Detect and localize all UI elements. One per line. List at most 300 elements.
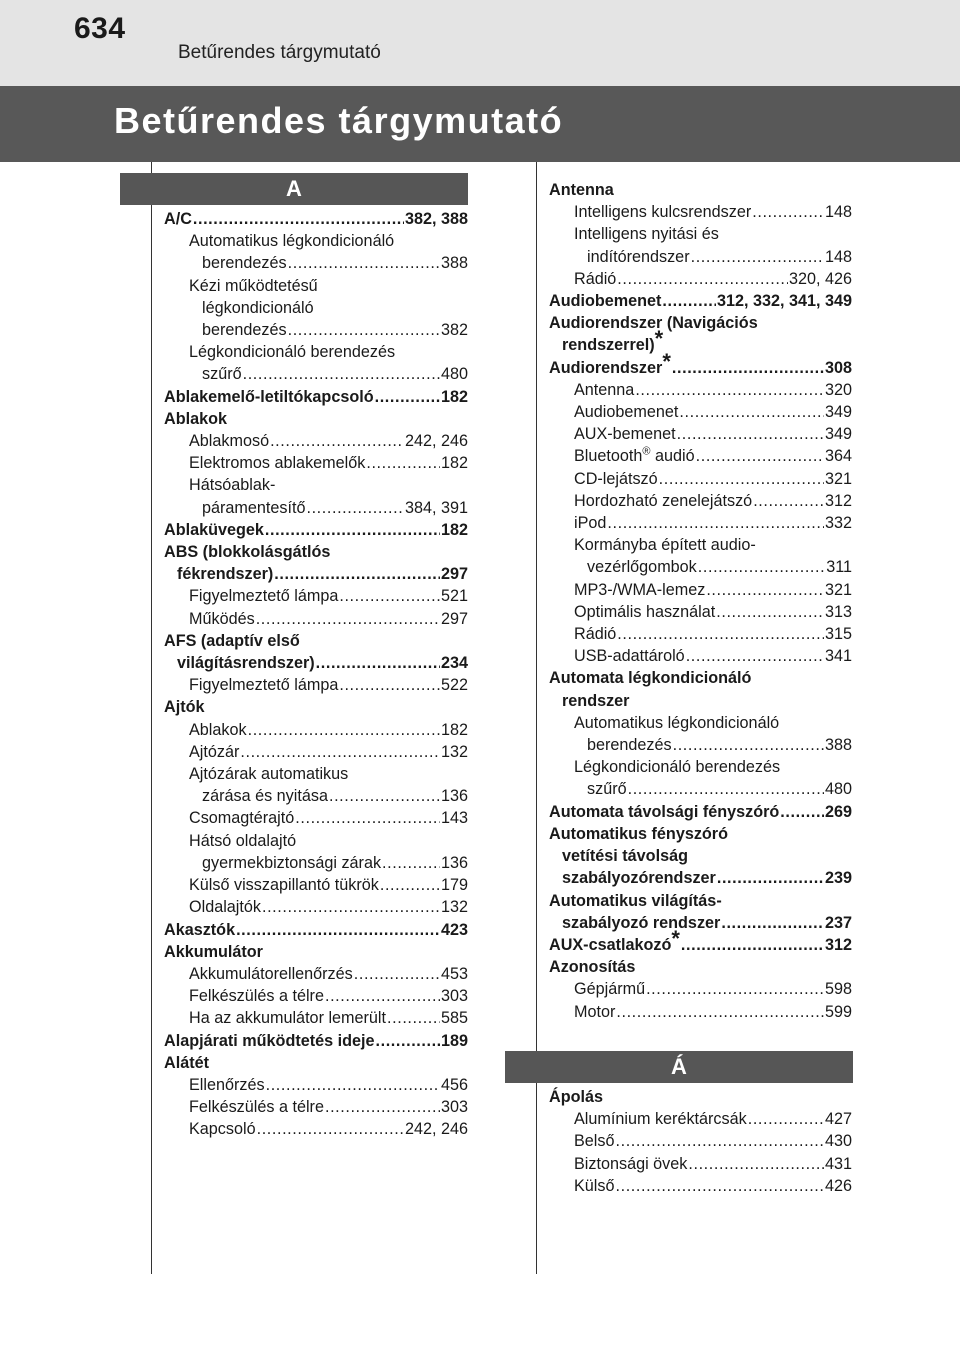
page-reference: 269	[824, 802, 852, 821]
index-entry	[164, 785, 468, 807]
page-reference: 388	[440, 254, 468, 273]
index-entry-term: AFS (adaptív első	[164, 631, 300, 650]
page-reference: 303	[440, 987, 468, 1006]
index-entry	[549, 423, 852, 445]
index-entry-term: Belső	[574, 1132, 615, 1151]
dot-leader	[316, 652, 440, 674]
section-header-a-acute: Á	[505, 1051, 853, 1083]
index-entry	[164, 363, 468, 385]
index-entry	[549, 223, 852, 245]
index-entry-term: Intelligens nyitási és	[574, 225, 719, 244]
index-entry	[549, 1175, 852, 1197]
dot-leader	[366, 452, 440, 474]
dot-leader	[265, 519, 440, 541]
dot-leader	[706, 579, 824, 601]
index-entry-term: szabályozó rendszer	[562, 913, 721, 932]
index-entry-term: Ablakok	[164, 409, 227, 428]
dot-leader	[243, 363, 440, 385]
left-column-rule	[151, 162, 152, 1274]
index-entry-term: páramentesítő	[202, 498, 306, 517]
index-entry-term: Alátét	[164, 1053, 209, 1072]
index-entry	[549, 956, 852, 978]
index-entry	[549, 326, 852, 356]
index-entry	[164, 963, 468, 985]
index-entry	[164, 408, 468, 430]
dot-leader	[256, 608, 440, 630]
dot-leader	[236, 919, 440, 941]
page-reference: 312	[824, 935, 852, 954]
index-entry	[549, 579, 852, 601]
index-entry	[549, 756, 852, 778]
dot-leader	[382, 852, 440, 874]
index-entry-term: Rádió	[574, 269, 617, 288]
dot-leader	[387, 1007, 440, 1029]
index-entry-term: Ajtók	[164, 698, 205, 717]
dot-leader	[696, 445, 824, 467]
page-title: Betűrendes tárgymutató	[114, 100, 564, 141]
index-entry	[549, 690, 852, 712]
index-column-right-a-acute	[549, 1086, 852, 1197]
page-reference: 297	[440, 609, 468, 628]
dot-leader	[681, 934, 824, 956]
dot-leader	[688, 1153, 824, 1175]
index-entry	[549, 379, 852, 401]
index-entry	[549, 925, 852, 956]
index-entry	[164, 474, 468, 496]
index-entry	[549, 712, 852, 734]
index-entry-term: Működés	[189, 609, 255, 628]
index-entry	[549, 623, 852, 645]
page-reference: 313	[824, 602, 852, 621]
index-entry	[164, 1052, 468, 1074]
index-entry	[164, 1074, 468, 1096]
index-entry	[164, 985, 468, 1007]
index-entry	[549, 801, 852, 823]
index-entry-term: A/C	[164, 210, 192, 228]
page-reference: 237	[824, 913, 852, 932]
dot-leader	[646, 978, 824, 1000]
index-entry-term: rendszerrel)*	[562, 326, 664, 355]
dot-leader	[617, 268, 788, 290]
dot-leader	[753, 490, 824, 512]
index-entry-term: szabályozórendszer	[562, 869, 716, 888]
page-reference: 182	[440, 520, 468, 539]
dot-leader	[686, 645, 824, 667]
index-entry-term: berendezés	[587, 736, 672, 755]
index-entry	[164, 608, 468, 630]
index-entry	[549, 201, 852, 223]
index-entry	[164, 1096, 468, 1118]
page-reference: 341	[824, 647, 852, 666]
dot-leader	[607, 512, 824, 534]
page-reference: 431	[824, 1154, 852, 1173]
index-entry	[164, 1030, 468, 1052]
page-reference: 242, 246	[404, 1120, 468, 1139]
index-entry	[549, 978, 852, 1000]
index-entry-term: USB-adattároló	[574, 647, 685, 666]
index-entry-term: Audiobemenet	[549, 292, 662, 311]
index-entry-term: ABS (blokkolásgátlós	[164, 543, 331, 562]
dot-leader	[262, 896, 440, 918]
page-number: 634	[74, 12, 126, 45]
index-entry	[549, 1001, 852, 1023]
dot-leader	[673, 734, 824, 756]
dot-leader	[721, 912, 824, 934]
dot-leader	[295, 807, 440, 829]
index-entry-term: Ellenőrzés	[189, 1075, 265, 1094]
footnote-asterisk: *	[662, 348, 671, 374]
index-entry	[164, 830, 468, 852]
page-reference: 423	[440, 920, 468, 939]
footnote-asterisk: *	[654, 326, 664, 352]
index-entry-term: Oldalajtók	[189, 898, 261, 917]
dot-leader	[339, 674, 440, 696]
index-entry	[549, 290, 852, 312]
index-entry-term: Légkondicionáló berendezés	[574, 758, 781, 777]
index-entry	[164, 341, 468, 363]
index-entry-term: berendezés	[202, 321, 287, 340]
index-entry-term: AUX-csatlakozó*	[549, 925, 680, 954]
index-entry-term: rendszer	[562, 691, 630, 710]
page-reference: 308	[824, 358, 852, 377]
index-entry	[164, 452, 468, 474]
dot-leader	[716, 601, 824, 623]
index-entry-term: Biztonsági övek	[574, 1154, 688, 1173]
dot-leader	[679, 401, 824, 423]
page-reference: 132	[440, 742, 468, 761]
index-entry-term: Ablakok	[189, 720, 247, 739]
index-entry-term: Optimális használat	[574, 602, 716, 621]
page-reference: 315	[824, 625, 852, 644]
page-reference: 311	[826, 558, 852, 577]
page-reference: 179	[440, 876, 468, 895]
page-reference: 480	[440, 365, 468, 384]
page-reference: 480	[824, 780, 852, 799]
index-entry-term: MP3-/WMA-lemez	[574, 580, 706, 599]
page-reference: 456	[440, 1075, 468, 1094]
dot-leader	[691, 246, 824, 268]
top-header-bar	[0, 0, 960, 86]
page-reference: 453	[440, 964, 468, 983]
index-entry-term: AUX-bemenet	[574, 425, 676, 444]
index-entry	[549, 867, 852, 889]
index-entry-term: Ha az akkumulátor lemerült	[189, 1009, 387, 1028]
index-entry	[549, 890, 852, 912]
page-reference: 312	[824, 491, 852, 510]
index-entry-term: Akasztók	[164, 920, 236, 939]
index-entry	[549, 534, 852, 556]
index-entry-term: Felkészülés a télre	[189, 1098, 324, 1117]
page-reference: 242, 246	[404, 432, 468, 451]
page-reference: 320	[824, 380, 852, 399]
page-reference: 321	[824, 580, 852, 599]
index-entry	[549, 1086, 852, 1108]
index-entry-term: Hátsóablak-	[189, 476, 276, 495]
index-entry-term: Alumínium keréktárcsák	[574, 1110, 747, 1129]
index-column-left	[164, 208, 468, 1141]
page-reference: 349	[824, 403, 852, 422]
index-entry-term: Audiorendszer*	[549, 348, 671, 377]
index-entry-term: Akkumulátorellenőrzés	[189, 964, 353, 983]
index-entry-term: Audiobemenet	[574, 403, 679, 422]
index-entry	[164, 652, 468, 674]
index-entry	[549, 179, 852, 201]
index-entry-term: Figyelmeztető lámpa	[189, 587, 339, 606]
index-entry	[549, 401, 852, 423]
page-reference: 332	[824, 514, 852, 533]
dot-leader	[257, 1118, 404, 1140]
index-entry-term: Kézi működtetésű	[189, 276, 318, 295]
index-entry	[549, 823, 852, 845]
index-entry-term: Elektromos ablakemelők	[189, 454, 366, 473]
index-entry-term: Automatikus légkondicionáló	[189, 232, 395, 251]
index-entry-term: CD-lejátszó	[574, 469, 658, 488]
dot-leader	[266, 1074, 440, 1096]
page-reference: 521	[440, 587, 468, 606]
index-entry	[164, 630, 468, 652]
page-reference: 297	[440, 565, 468, 584]
index-entry	[164, 230, 468, 252]
index-entry	[164, 386, 468, 408]
dot-leader	[325, 1096, 440, 1118]
page-reference: 239	[824, 869, 852, 888]
index-entry-term: Automatikus fényszóró	[549, 824, 728, 843]
index-entry	[164, 719, 468, 741]
index-entry	[164, 541, 468, 563]
index-entry	[164, 275, 468, 297]
dot-leader	[193, 208, 404, 230]
page-reference: 136	[440, 787, 468, 806]
index-entry-term: Külső visszapillantó tükrök	[189, 876, 379, 895]
index-entry-term: Audiorendszer (Navigációs	[549, 314, 758, 333]
index-entry	[164, 563, 468, 585]
page-reference: 136	[440, 853, 468, 872]
index-entry-term: szűrő	[202, 365, 242, 384]
index-entry-term: légkondicionáló	[202, 298, 314, 317]
page-reference: 148	[824, 203, 852, 222]
page-reference: 182	[440, 387, 468, 406]
page-reference: 599	[824, 1002, 852, 1021]
dot-leader	[616, 1130, 824, 1152]
index-entry	[549, 445, 852, 467]
index-entry-term: Hordozható zenelejátszó	[574, 491, 753, 510]
index-entry	[164, 430, 468, 452]
dot-leader	[616, 1001, 824, 1023]
index-entry	[164, 585, 468, 607]
index-entry	[549, 312, 852, 334]
index-entry-term: Antenna	[574, 380, 635, 399]
index-entry	[164, 941, 468, 963]
dot-leader	[659, 468, 824, 490]
index-entry-term: zárása és nyitása	[202, 787, 328, 806]
page-reference: 382, 388	[404, 210, 468, 228]
dot-leader	[306, 497, 404, 519]
dot-leader	[628, 778, 824, 800]
page-reference: 321	[824, 469, 852, 488]
page-reference: 364	[824, 447, 852, 466]
dot-leader	[274, 563, 440, 585]
index-entry	[164, 674, 468, 696]
index-entry-term: Intelligens kulcsrendszer	[574, 203, 752, 222]
index-entry	[549, 601, 852, 623]
index-entry-term: Külső	[574, 1176, 615, 1195]
index-entry-term: Alapjárati működtetés ideje	[164, 1031, 375, 1050]
index-entry	[549, 778, 852, 800]
index-entry	[549, 512, 852, 534]
index-entry-term: Kapcsoló	[189, 1120, 256, 1139]
dot-leader	[270, 430, 404, 452]
page-reference: 427	[824, 1110, 852, 1129]
index-entry-term: Rádió	[574, 625, 617, 644]
index-entry-term: Ablaküvegek	[164, 520, 264, 539]
dot-leader	[635, 379, 824, 401]
dot-leader	[698, 556, 825, 578]
index-entry-term: Légkondicionáló berendezés	[189, 343, 396, 362]
index-entry	[164, 763, 468, 785]
index-entry	[549, 667, 852, 689]
page-reference: 143	[440, 809, 468, 828]
index-entry	[164, 297, 468, 319]
index-entry	[164, 807, 468, 829]
page-reference: 312, 332, 341, 349	[716, 292, 852, 311]
index-entry	[164, 497, 468, 519]
index-entry	[549, 1153, 852, 1175]
index-entry-term: Ajtózárak automatikus	[189, 765, 349, 784]
index-entry	[164, 252, 468, 274]
index-entry	[164, 696, 468, 718]
title-banner	[0, 86, 960, 162]
index-entry	[549, 912, 852, 934]
index-entry-term: Hátsó oldalajtó	[189, 831, 297, 850]
index-entry	[549, 645, 852, 667]
index-entry	[549, 734, 852, 756]
index-entry-term: Motor	[574, 1002, 616, 1021]
index-entry	[549, 845, 852, 867]
index-entry	[164, 208, 468, 230]
index-entry-term: Automatikus légkondicionáló	[574, 713, 780, 732]
index-entry-term: Ablakmosó	[189, 432, 270, 451]
page-reference: 320, 426	[788, 269, 852, 288]
index-entry-term: Kormányba épített audio-	[574, 536, 756, 555]
index-entry-term: Automata légkondicionáló	[549, 669, 752, 688]
dot-leader	[329, 785, 440, 807]
index-entry-term: indítórendszer	[587, 247, 690, 266]
index-entry-term: Gépjármű	[574, 980, 646, 999]
page-reference: 585	[440, 1009, 468, 1028]
index-entry	[164, 874, 468, 896]
index-entry-term: Ápolás	[549, 1088, 603, 1106]
registered-mark: ®	[642, 446, 651, 459]
page-reference: 349	[824, 425, 852, 444]
running-header-title: Betűrendes tárgymutató	[178, 42, 381, 63]
index-entry	[164, 919, 468, 941]
index-entry	[164, 1007, 468, 1029]
dot-leader	[380, 874, 440, 896]
dot-leader	[717, 867, 824, 889]
page-reference: 598	[824, 980, 852, 999]
index-entry-term: Ajtózár	[189, 742, 240, 761]
index-entry	[164, 1118, 468, 1140]
index-entry-term: Automatikus világítás-	[549, 891, 722, 910]
index-column-right	[549, 179, 852, 1023]
section-header-a: A	[120, 173, 468, 205]
page-reference: 132	[440, 898, 468, 917]
dot-leader	[616, 1175, 824, 1197]
dot-leader	[617, 623, 824, 645]
index-entry	[164, 319, 468, 341]
dot-leader	[288, 252, 440, 274]
page-reference: 148	[824, 247, 852, 266]
index-entry-term: fékrendszer)	[177, 565, 274, 584]
page-reference: 382	[440, 321, 468, 340]
dot-leader	[240, 741, 440, 763]
index-entry-term: Ablakemelő-letiltókapcsoló	[164, 387, 374, 406]
index-entry	[549, 1130, 852, 1152]
index-entry-term: Bluetooth® audió	[574, 446, 695, 466]
dot-leader	[677, 423, 824, 445]
page-reference: 388	[824, 736, 852, 755]
index-entry	[549, 556, 852, 578]
index-entry-term: Figyelmeztető lámpa	[189, 676, 339, 695]
dot-leader	[376, 1030, 440, 1052]
index-entry	[549, 268, 852, 290]
index-entry-term: Csomagtérajtó	[189, 809, 295, 828]
index-entry	[164, 741, 468, 763]
dot-leader	[672, 357, 824, 379]
index-entry	[164, 896, 468, 918]
page-reference: 182	[440, 454, 468, 473]
index-entry-term: Automata távolsági fényszóró	[549, 802, 780, 821]
index-entry-term: szűrő	[587, 780, 627, 799]
index-entry	[549, 348, 852, 379]
dot-leader	[325, 985, 440, 1007]
index-entry-term: Azonosítás	[549, 958, 636, 977]
index-entry	[549, 246, 852, 268]
index-entry	[164, 519, 468, 541]
index-entry-term: Antenna	[549, 181, 614, 199]
page-reference: 189	[440, 1031, 468, 1050]
index-entry-term: vetítési távolság	[562, 847, 688, 866]
dot-leader	[339, 585, 440, 607]
index-entry	[164, 852, 468, 874]
dot-leader	[748, 1108, 824, 1130]
dot-leader	[375, 386, 440, 408]
index-entry-term: Felkészülés a télre	[189, 987, 324, 1006]
dot-leader	[752, 201, 824, 223]
dot-leader	[248, 719, 440, 741]
index-entry	[549, 1108, 852, 1130]
page-reference: 182	[440, 720, 468, 739]
page-reference: 234	[440, 654, 468, 673]
page-reference: 384, 391	[404, 498, 468, 517]
index-entry-term: világításrendszer)	[177, 654, 315, 673]
index-entry	[549, 468, 852, 490]
index-entry-term: berendezés	[202, 254, 287, 273]
page-reference: 522	[440, 676, 468, 695]
index-entry-term: iPod	[574, 514, 607, 533]
page-reference: 303	[440, 1098, 468, 1117]
index-entry-term: Akkumulátor	[164, 942, 263, 961]
page-reference: 426	[824, 1176, 852, 1195]
footnote-asterisk: *	[671, 925, 680, 951]
dot-leader	[288, 319, 440, 341]
page-reference: 430	[824, 1132, 852, 1151]
middle-column-rule	[536, 162, 537, 1274]
dot-leader	[354, 963, 440, 985]
dot-leader	[780, 801, 824, 823]
index-entry	[549, 490, 852, 512]
index-entry-term: gyermekbiztonsági zárak	[202, 853, 382, 872]
